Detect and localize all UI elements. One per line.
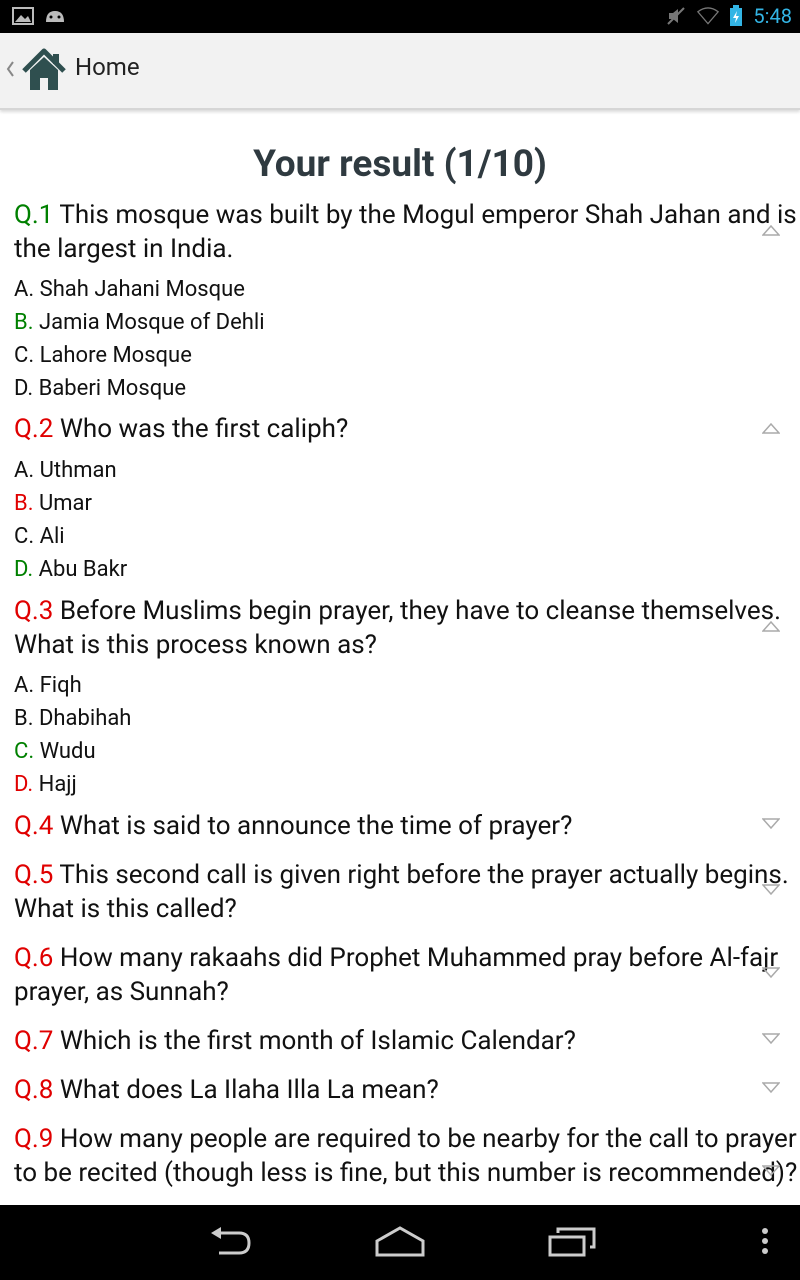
battery-icon [729, 5, 743, 27]
question-header[interactable] [14, 1122, 800, 1190]
question-text: How many people are required to be nearby for the call to prayer to be recited (though less is fine, but this number is recommended)? [14, 1124, 798, 1188]
question-number: Q.6 [14, 943, 54, 973]
results-list[interactable] [0, 110, 800, 1205]
question-number: Q.7 [14, 1026, 54, 1056]
android-notification-icon [44, 6, 66, 26]
answer-option: D. Abu Bakr [14, 557, 128, 582]
question-number: Q.9 [14, 1124, 54, 1154]
answer-option: D. Hajj [14, 772, 77, 797]
answer-option: A. Shah Jahani Mosque [14, 277, 245, 302]
question-number: Q.8 [14, 1075, 54, 1105]
answer-option: C. Lahore Mosque [14, 343, 192, 368]
collapse-icon[interactable] [762, 224, 780, 236]
home-nav-icon[interactable] [375, 1223, 425, 1259]
answer-option: D. Baberi Mosque [14, 376, 186, 401]
up-caret-icon[interactable] [6, 61, 14, 77]
question-text: How many rakaahs did Prophet Muhammed pray before Al-fajr prayer, as Sunnah? [14, 943, 779, 1007]
question-header[interactable] [14, 412, 800, 446]
question-header[interactable] [14, 858, 800, 926]
question-number: Q.1 [14, 200, 54, 230]
question-number: Q.2 [14, 414, 54, 444]
clock: 5:48 [753, 4, 792, 28]
question-number: Q.3 [14, 596, 54, 626]
expand-icon[interactable] [762, 1082, 780, 1094]
question-text: This mosque was built by the Mogul emperor Shah Jahan and is the largest in India. [14, 200, 797, 264]
question-text: Before Muslims begin prayer, they have to cleanse themselves. What is this process known as? [14, 596, 781, 660]
question-number: Q.4 [14, 811, 54, 841]
question-header[interactable] [14, 809, 800, 843]
action-bar [0, 33, 800, 110]
expand-icon[interactable] [762, 1033, 780, 1045]
navigation-bar [0, 1205, 800, 1280]
question-text: Who was the first caliph? [59, 414, 349, 444]
result-title: Your result (1/10) [253, 143, 547, 186]
wifi-icon [697, 6, 719, 26]
collapse-icon[interactable] [762, 422, 780, 434]
status-bar [0, 0, 800, 33]
action-bar-title[interactable]: Home [75, 53, 140, 81]
answer-list [14, 454, 127, 586]
answer-option: B. Dhabihah [14, 706, 132, 731]
expand-icon[interactable] [762, 967, 780, 979]
answer-list [14, 273, 265, 405]
expand-icon[interactable] [762, 884, 780, 896]
question-text: What is said to announce the time of prayer? [59, 811, 573, 841]
overflow-menu-icon[interactable] [745, 1223, 785, 1259]
question-header[interactable] [14, 1024, 800, 1058]
image-notification-icon [12, 6, 34, 26]
mute-icon [665, 6, 687, 26]
collapse-icon[interactable] [762, 620, 780, 632]
question-header[interactable] [14, 198, 800, 266]
question-text: This second call is given right before the prayer actually begins. What is this called? [14, 860, 789, 924]
question-text: Which is the first month of Islamic Calendar? [59, 1026, 576, 1056]
recent-apps-icon[interactable] [548, 1223, 598, 1259]
answer-option: B. Jamia Mosque of Dehli [14, 310, 265, 335]
question-header[interactable] [14, 941, 800, 1009]
answer-option: B. Umar [14, 491, 92, 516]
question-header[interactable] [14, 594, 800, 662]
answer-option: C. Wudu [14, 739, 96, 764]
answer-list [14, 669, 131, 801]
question-number: Q.5 [14, 860, 54, 890]
back-icon[interactable] [205, 1223, 255, 1259]
answer-option: C. Ali [14, 524, 65, 549]
question-header[interactable] [14, 1073, 800, 1107]
expand-icon[interactable] [762, 1165, 780, 1177]
expand-icon[interactable] [762, 818, 780, 830]
answer-option: A. Fiqh [14, 673, 82, 698]
answer-option: A. Uthman [14, 458, 117, 483]
question-text: What does La Ilaha Illa La mean? [59, 1075, 439, 1105]
home-icon[interactable] [20, 47, 68, 93]
